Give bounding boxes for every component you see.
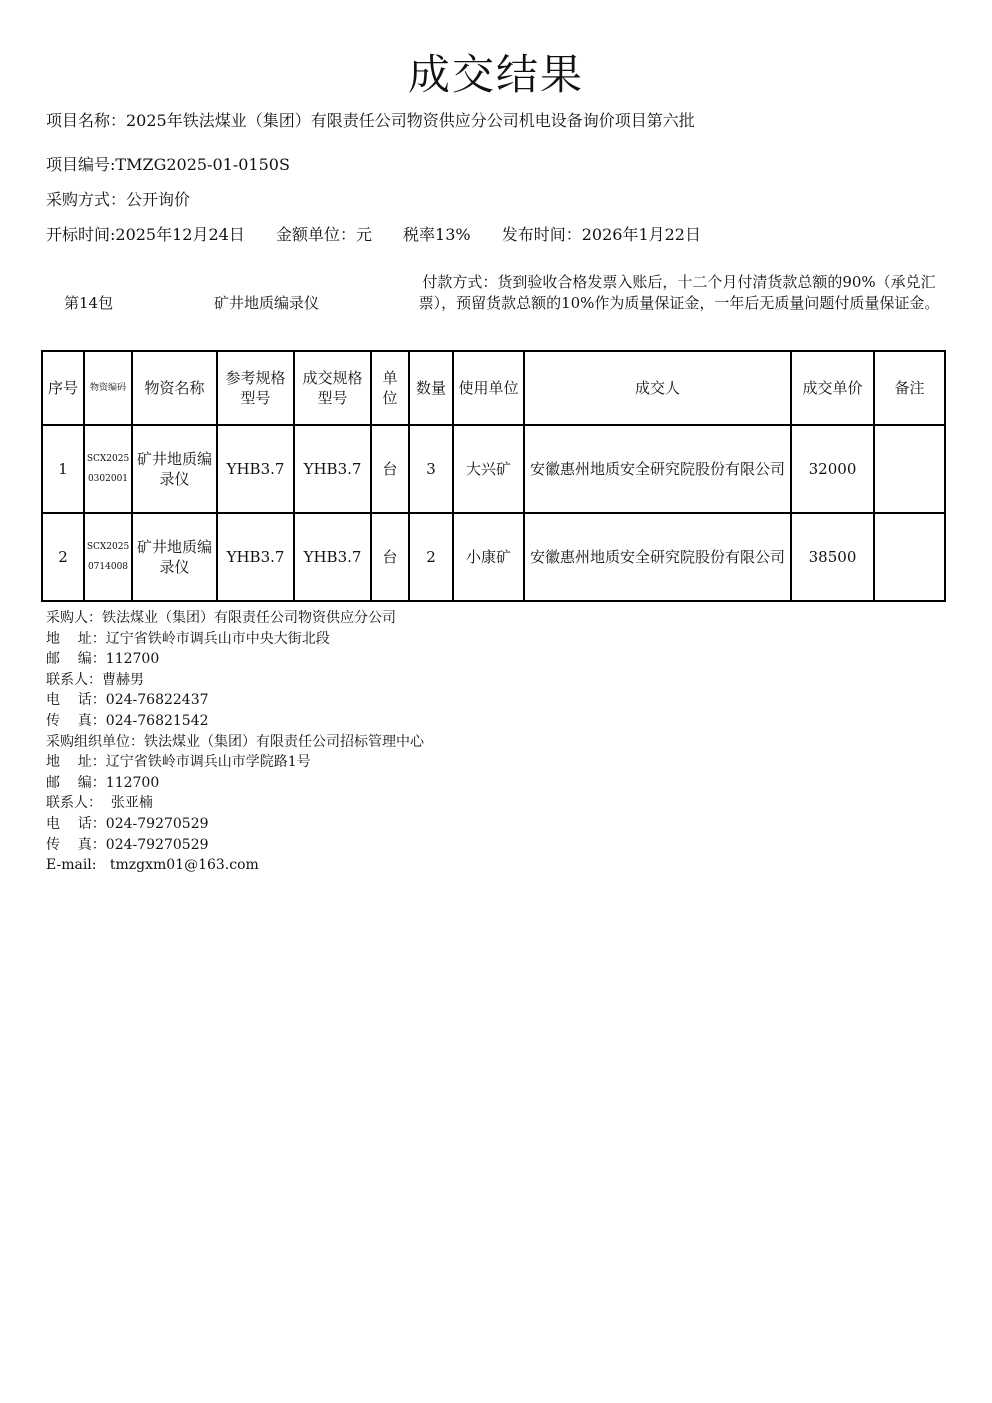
package-number: 第14包 — [64, 294, 114, 312]
currency-unit: 金额单位：元 — [275, 225, 372, 244]
cell-deal-spec: YHB3.7 — [294, 425, 371, 513]
contact-line: 传 真：024-76821542 — [46, 712, 209, 729]
cell-unit-price: 38500 — [791, 513, 874, 601]
col-header: 数量 — [409, 351, 453, 425]
contact-line: 传 真：024-79270529 — [46, 836, 209, 853]
contact-line: 邮 编：112700 — [46, 774, 160, 791]
contact-block — [46, 608, 424, 876]
cell-material-name: 矿井地质编录仪 — [132, 513, 217, 601]
contact-line: 邮 编：112700 — [46, 651, 160, 668]
cell-winner: 安徽惠州地质安全研究院股份有限公司 — [524, 425, 791, 513]
cell-deal-spec: YHB3.7 — [294, 513, 371, 601]
cell-seq: 1 — [42, 425, 84, 513]
procurement-method: 采购方式：公开询价 — [46, 190, 191, 209]
col-header: 使用单位 — [453, 351, 524, 425]
table-row — [42, 425, 945, 513]
cell-material-code: SCX20250302001 — [84, 425, 132, 513]
page-title: 成交结果 — [407, 50, 584, 99]
payment-terms: 付款方式：货到验收合格发票入账后，十二个月付清货款总额的90%（承兑汇票），预留货款总额的10%作为质量保证金，一年后无质量问题付质量保证金。 — [418, 273, 940, 312]
cell-material-code: SCX20250714008 — [84, 513, 132, 601]
cell-remark — [874, 425, 945, 513]
contact-line: 采购组织单位：铁法煤业（集团）有限责任公司招标管理中心 — [46, 733, 424, 750]
tax-rate: 税率13% — [403, 225, 471, 244]
cell-user-unit: 大兴矿 — [453, 425, 524, 513]
cell-user-unit: 小康矿 — [453, 513, 524, 601]
result-table — [41, 350, 946, 602]
col-header: 序号 — [42, 351, 84, 425]
col-header: 物资名称 — [132, 351, 217, 425]
col-header: 成交规格型号 — [294, 351, 371, 425]
col-header: 备注 — [874, 351, 945, 425]
cell-material-name: 矿井地质编录仪 — [132, 425, 217, 513]
table-row — [42, 513, 945, 601]
package-name: 矿井地质编录仪 — [214, 294, 320, 312]
cell-unit-price: 32000 — [791, 425, 874, 513]
contact-line: 地 址：辽宁省铁岭市调兵山市中央大街北段 — [46, 630, 330, 647]
publish-time: 发布时间：2026年1月22日 — [501, 225, 701, 244]
contact-line: 电 话：024-76822437 — [46, 692, 209, 709]
table-header-row — [42, 351, 945, 425]
project-name: 项目名称：2025年铁法煤业（集团）有限责任公司物资供应分公司机电设备询价项目第六批 — [46, 111, 695, 130]
cell-remark — [874, 513, 945, 601]
col-header: 成交单价 — [791, 351, 874, 425]
cell-ref-spec: YHB3.7 — [217, 425, 294, 513]
cell-ref-spec: YHB3.7 — [217, 513, 294, 601]
contact-line: 电 话：024-79270529 — [46, 815, 209, 832]
cell-winner: 安徽惠州地质安全研究院股份有限公司 — [524, 513, 791, 601]
cell-unit: 台 — [371, 513, 409, 601]
contact-line: E-mail: tmzgxm01@163.com — [46, 857, 259, 874]
open-time: 开标时间:2025年12月24日 — [46, 225, 245, 244]
cell-seq: 2 — [42, 513, 84, 601]
col-header: 参考规格型号 — [217, 351, 294, 425]
contact-line: 采购人：铁法煤业（集团）有限责任公司物资供应分公司 — [46, 610, 396, 626]
col-header: 成交人 — [524, 351, 791, 425]
project-number: 项目编号:TMZG2025-01-0150S — [46, 155, 290, 174]
cell-unit: 台 — [371, 425, 409, 513]
col-header: 物资编码 — [84, 351, 132, 425]
cell-quantity: 2 — [409, 513, 453, 601]
contact-line: 联系人：曹赫男 — [46, 671, 144, 688]
col-header: 单位 — [371, 351, 409, 425]
meta-line — [46, 222, 701, 245]
contact-line: 地 址：辽宁省铁岭市调兵山市学院路1号 — [46, 754, 311, 771]
cell-quantity: 3 — [409, 425, 453, 513]
contact-line: 联系人： 张亚楠 — [46, 795, 153, 812]
